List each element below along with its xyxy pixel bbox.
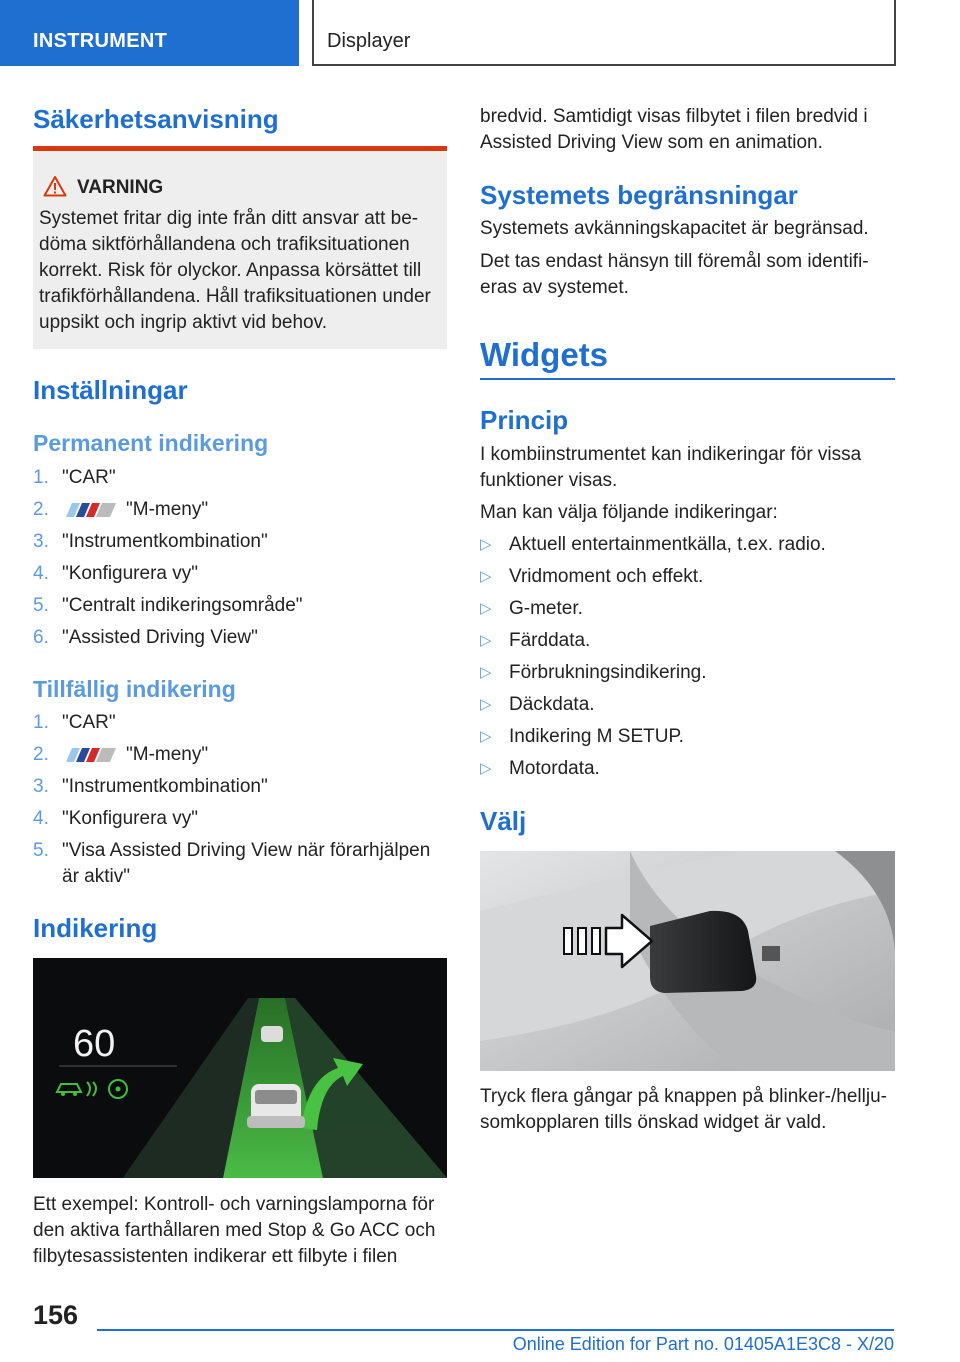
list-label: "M-meny" <box>126 499 209 520</box>
list-text: Motordata. <box>509 758 600 779</box>
triangle-bullet-icon: ▷ <box>480 600 492 617</box>
list-number: 6. <box>33 627 49 648</box>
list-text <box>62 497 447 523</box>
display-heading: Indikering <box>33 913 158 943</box>
widget-list <box>480 532 894 788</box>
list-item <box>480 596 894 628</box>
list-label: "M-meny" <box>126 744 209 765</box>
list-item <box>33 465 447 497</box>
list-text <box>62 838 447 890</box>
list-text: G-meter. <box>509 598 583 619</box>
limits-paragraph-1: Systemets avkänningskapacitet är begränsad. <box>480 218 869 239</box>
list-item <box>480 628 894 660</box>
settings-heading: Inställningar <box>33 375 188 405</box>
list-text: Förbrukningsindikering. <box>509 662 707 683</box>
cluster-illustration <box>33 958 447 1178</box>
temporary-heading: Tillfällig indikering <box>33 676 236 702</box>
list-item <box>33 529 447 561</box>
list-text: "CAR" <box>62 712 116 733</box>
list-text: "CAR" <box>62 467 116 488</box>
display-caption <box>33 1192 447 1270</box>
list-text: "Assisted Driving View" <box>62 627 258 648</box>
warning-line: döma siktförhållandena och trafiksituationen <box>39 234 410 255</box>
list-number: 4. <box>33 808 49 829</box>
caption-line: Tryck flera gångar på knappen på blinker-/hellju- <box>480 1086 887 1107</box>
safety-heading: Säkerhetsanvisning <box>33 104 279 134</box>
list-item <box>33 774 447 806</box>
principle-heading: Princip <box>480 405 569 435</box>
list-text: "Instrumentkombination" <box>62 531 268 552</box>
list-item <box>480 692 894 724</box>
list-text: "Konfigurera vy" <box>62 563 198 584</box>
select-heading: Välj <box>480 806 527 836</box>
list-item <box>480 660 894 692</box>
press-indicator-bar <box>592 928 600 954</box>
warning-line: trafikförhållandena. Håll trafiksituationen under <box>39 286 431 307</box>
list-item <box>33 742 447 774</box>
list-number: 5. <box>33 840 49 861</box>
list-text <box>62 742 447 768</box>
warning-box <box>33 146 447 349</box>
caption-line: filbytesassistenten indikerar ett filbyte i filen <box>33 1246 398 1267</box>
list-item <box>33 806 447 838</box>
triangle-bullet-icon: ▷ <box>480 632 492 649</box>
triangle-bullet-icon: ▷ <box>480 728 492 745</box>
list-number: 3. <box>33 776 49 797</box>
list-number: 5. <box>33 595 49 616</box>
footer-divider <box>97 1329 894 1331</box>
list-item <box>480 532 894 564</box>
list-text: "Instrumentkombination" <box>62 776 268 797</box>
page-number: 156 <box>33 1300 79 1330</box>
paragraph-line: bredvid. Samtidigt visas filbytet i filen bredvid i <box>480 106 868 127</box>
list-item <box>33 561 447 593</box>
principle-paragraph <box>480 442 895 494</box>
permanent-heading: Permanent indikering <box>33 430 269 456</box>
paragraph-line: I kombiinstrumentet kan indikeringar för vissa <box>480 444 862 465</box>
list-number: 1. <box>33 467 49 488</box>
list-number: 3. <box>33 531 49 552</box>
warning-line: korrekt. Risk för olyckor. Anpassa körsättet till <box>39 260 422 281</box>
chapter-title: Displayer <box>312 0 896 66</box>
assisted-driving-view-image <box>33 958 447 1178</box>
list-text: Däckdata. <box>509 694 595 715</box>
list-text: Vridmoment och effekt. <box>509 566 704 587</box>
m-logo-icon <box>62 503 116 517</box>
caption-line: den aktiva farthållaren med Stop & Go ACC och <box>33 1220 436 1241</box>
widgets-heading: Widgets <box>480 336 609 373</box>
warning-triangle-icon <box>43 175 67 197</box>
select-caption <box>480 1084 895 1136</box>
page-header <box>0 0 960 66</box>
warning-label: VARNING <box>77 177 164 198</box>
turn-signal-stalk-image <box>480 851 895 1071</box>
continued-paragraph <box>480 104 895 156</box>
m-logo-icon <box>62 748 116 762</box>
list-item <box>33 838 447 896</box>
triangle-bullet-icon: ▷ <box>480 568 492 585</box>
triangle-bullet-icon: ▷ <box>480 664 492 681</box>
warning-line: Systemet fritar dig inte från ditt ansvar att be- <box>39 208 419 229</box>
warning-text <box>39 206 439 336</box>
list-line: är aktiv" <box>62 866 130 887</box>
list-item <box>33 593 447 625</box>
caption-line: Ett exempel: Kontroll- och varningslamporna för <box>33 1194 435 1215</box>
list-text: Indikering M SETUP. <box>509 726 684 747</box>
list-number: 2. <box>33 744 49 765</box>
list-text: "Centralt indikeringsområde" <box>62 595 303 616</box>
press-indicator-bar <box>564 928 572 954</box>
choose-intro: Man kan välja följande indikeringar: <box>480 502 778 523</box>
section-divider <box>480 378 895 380</box>
list-item <box>480 724 894 756</box>
triangle-bullet-icon: ▷ <box>480 696 492 713</box>
list-number: 4. <box>33 563 49 584</box>
list-text: Aktuell entertainmentkälla, t.ex. radio. <box>509 534 826 555</box>
list-number: 1. <box>33 712 49 733</box>
section-tab: INSTRUMENT <box>0 0 299 66</box>
paragraph-line: Assisted Driving View som en animation. <box>480 132 823 153</box>
list-item <box>480 756 894 788</box>
limits-heading: Systemets begränsningar <box>480 180 798 210</box>
press-indicator-bar <box>578 928 586 954</box>
warning-line: uppsikt och ingrip aktivt vid behov. <box>39 312 327 333</box>
paragraph-line: funktioner visas. <box>480 470 618 491</box>
paragraph-line: eras av systemet. <box>480 277 629 298</box>
list-line: "Visa Assisted Driving View när förarhjälpen <box>62 840 431 861</box>
stalk-illustration <box>480 851 895 1071</box>
list-text: "Konfigurera vy" <box>62 808 198 829</box>
edition-footer: Online Edition for Part no. 01405A1E3C8 - X/20 <box>512 1334 894 1354</box>
list-text: Färddata. <box>509 630 591 651</box>
list-item <box>33 497 447 529</box>
temporary-list <box>33 710 447 896</box>
triangle-bullet-icon: ▷ <box>480 536 492 553</box>
triangle-bullet-icon: ▷ <box>480 760 492 777</box>
list-item <box>33 710 447 742</box>
permanent-list <box>33 465 447 657</box>
paragraph-line: Det tas endast hänsyn till föremål som identifi- <box>480 251 869 272</box>
list-item <box>480 564 894 596</box>
list-number: 2. <box>33 499 49 520</box>
caption-line: somkopplaren tills önskad widget är vald. <box>480 1112 827 1133</box>
speed-readout: 60 <box>73 1023 116 1065</box>
limits-paragraph-2 <box>480 249 895 301</box>
list-item <box>33 625 447 657</box>
